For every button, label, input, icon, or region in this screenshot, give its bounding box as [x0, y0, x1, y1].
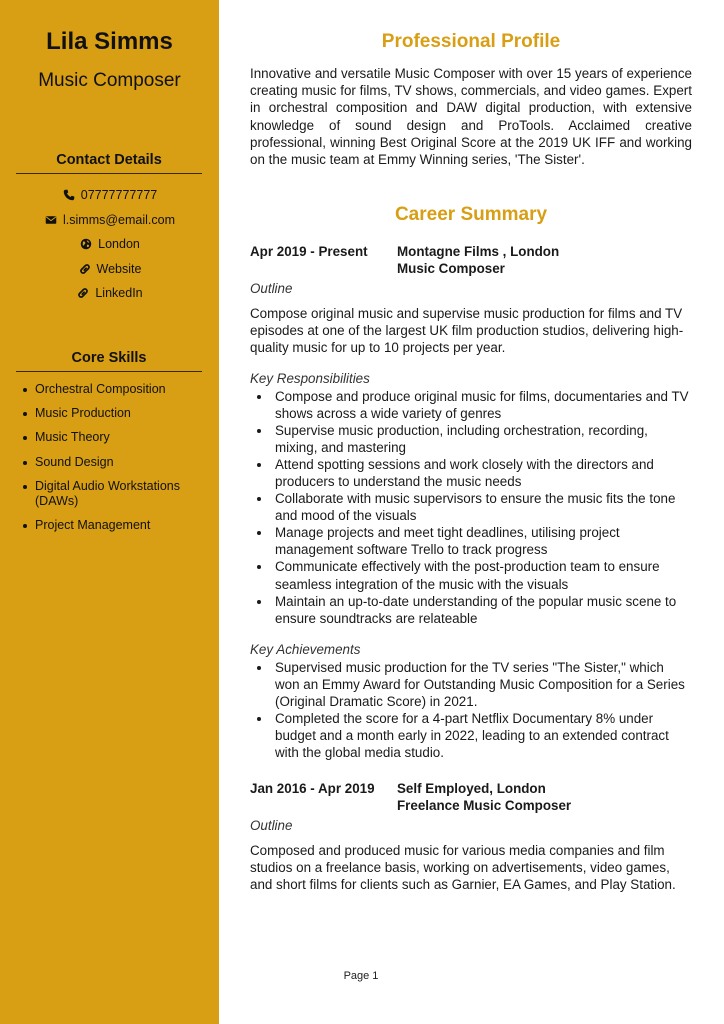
globe-icon — [79, 237, 93, 251]
outline-label: Outline — [250, 281, 293, 296]
list-item: Compose and produce original music for films, documentaries and TV shows across a wide variety of genres — [250, 388, 692, 422]
candidate-title: Music Composer — [38, 70, 181, 91]
list-item: Supervise music production, including orchestration, recording, mixing, and mastering — [250, 422, 692, 456]
profile-heading: Professional Profile — [381, 31, 561, 52]
contact-website-text: Website — [96, 261, 142, 276]
career-heading: Career Summary — [394, 204, 548, 225]
job-role: Freelance Music Composer — [397, 798, 572, 814]
job-role: Music Composer — [397, 261, 505, 277]
achievements-list — [250, 659, 692, 761]
responsibilities-list — [250, 388, 692, 627]
profile-text: Innovative and versatile Music Composer with over 15 years of experience creating music for films, TV shows, commercials, and video games. Expert in orchestral composition and DAW digital production, with extensive knowledge of sound design and ProTools. Acclaimed creative professional, winning Best Original Score at the 2019 UK IFF and working on the music team at Emmy Winning series, 'The Sister'. — [250, 66, 692, 168]
job-date: Apr 2019 - Present — [250, 244, 368, 259]
contact-location — [0, 232, 219, 257]
contact-list — [0, 183, 219, 306]
link-icon — [78, 262, 92, 276]
contact-linkedin-text: LinkedIn — [95, 286, 143, 301]
contact-website[interactable] — [0, 257, 219, 282]
contact-heading: Contact Details — [16, 152, 202, 174]
skill-item: Music Production — [22, 406, 207, 421]
list-item: Maintain an up-to-date understanding of the popular music scene to ensure soundtracks are relateable — [250, 593, 692, 627]
skill-item: Music Theory — [22, 430, 207, 445]
skills-heading: Core Skills — [16, 350, 202, 372]
job-employer: Montagne Films , London — [397, 244, 560, 259]
contact-location-text: London — [98, 237, 140, 252]
outline-label: Outline — [250, 818, 293, 833]
contact-phone[interactable] — [0, 183, 219, 208]
job-employer: Self Employed, London — [397, 781, 546, 796]
responsibilities-label: Key Responsibilities — [250, 371, 370, 386]
list-item: Manage projects and meet tight deadlines, utilising project management software Trello to track progress — [250, 524, 692, 558]
contact-email[interactable] — [0, 208, 219, 233]
sidebar — [0, 0, 219, 1024]
list-item: Communicate effectively with the post-production team to ensure seamless integration of the music with the visuals — [250, 558, 692, 592]
list-item: Attend spotting sessions and work closely with the directors and producers to understand the music needs — [250, 456, 692, 490]
list-item: Supervised music production for the TV series "The Sister," which won an Emmy Award for Outstanding Music Composition for a Series (Original Dramatic Score) in 2021. — [250, 659, 692, 710]
achievements-label: Key Achievements — [250, 642, 361, 657]
skill-item: Orchestral Composition — [22, 382, 207, 397]
job-outline: Compose original music and supervise music production for films and TV episodes at one of the largest UK film production studios, delivering high-quality music for up to 10 projects per year. — [250, 306, 684, 356]
skill-item: Sound Design — [22, 455, 207, 470]
link-icon — [76, 286, 90, 300]
contact-linkedin[interactable] — [0, 281, 219, 306]
envelope-icon — [44, 213, 58, 227]
job-outline: Composed and produced music for various media companies and film studios on a freelance basis, working on advertisements, video games, and short films for clients such as Garnier, EA Games, and Play Station. — [250, 843, 676, 893]
list-item: Completed the score for a 4-part Netflix Documentary 8% under budget and a month early in 2022, leading to an extended contract with the global media studio. — [250, 710, 692, 761]
skill-item: Digital Audio Workstations (DAWs) — [22, 479, 207, 509]
job-date: Jan 2016 - Apr 2019 — [250, 781, 375, 796]
list-item: Collaborate with music supervisors to ensure the music fits the tone and mood of the visuals — [250, 490, 692, 524]
contact-email-text: l.simms@email.com — [63, 212, 175, 227]
skill-item: Project Management — [22, 518, 207, 533]
contact-phone-text: 07777777777 — [80, 188, 158, 203]
candidate-name: Lila Simms — [46, 28, 173, 55]
skills-list — [22, 382, 207, 542]
page-number: Page 1 — [343, 970, 379, 982]
phone-icon — [62, 188, 76, 202]
